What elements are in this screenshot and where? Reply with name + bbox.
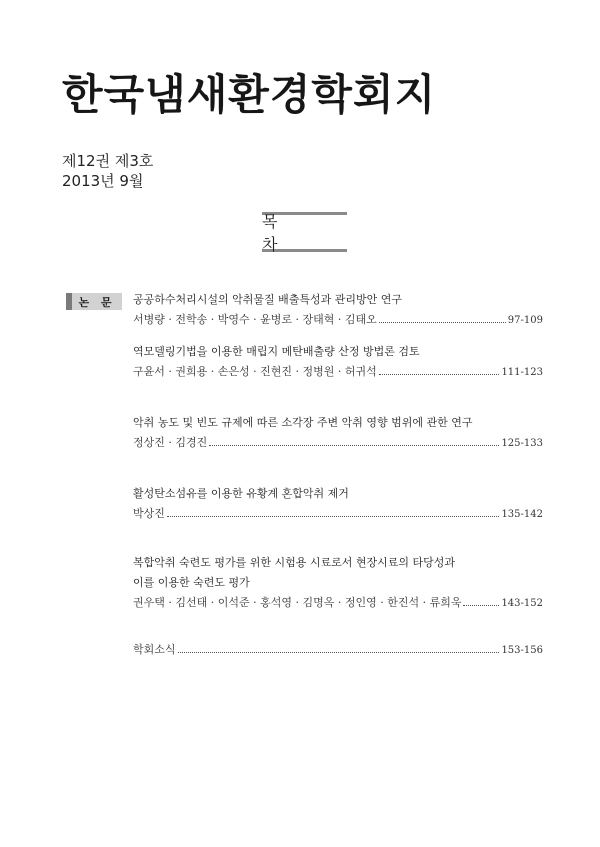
entry-author-line bbox=[133, 504, 543, 525]
entry-authors: 구윤서 · 권희용 · 손은성 · 진현진 · 정병원 · 허귀석 bbox=[133, 365, 377, 378]
entry-author-line bbox=[133, 593, 543, 614]
publication-date: 2013년 9월 bbox=[62, 172, 144, 190]
entry-pages: 125-133 bbox=[501, 438, 543, 449]
entry-authors: 박상진 bbox=[133, 507, 165, 520]
entry-title[interactable]: 공공하수처리시설의 악취물질 배출특성과 관리방안 연구 bbox=[133, 293, 403, 306]
dot-leader bbox=[178, 652, 500, 653]
toc-heading bbox=[262, 212, 347, 252]
toc-entry[interactable] bbox=[133, 290, 543, 331]
entry-pages: 135-142 bbox=[501, 509, 543, 520]
volume-issue: 제12권 제3호 bbox=[62, 152, 154, 170]
entry-news-title[interactable]: 학회소식 bbox=[133, 643, 176, 656]
entry-author-line bbox=[133, 362, 543, 383]
toc-entry[interactable] bbox=[133, 413, 543, 454]
entry-authors: 서병량 · 전학송 · 박영수 · 윤병로 · 장태혁 · 김태오 bbox=[133, 313, 377, 326]
entry-pages: 143-152 bbox=[501, 598, 543, 609]
entry-author-line bbox=[133, 640, 543, 661]
entry-title[interactable]: 역모델링기법을 이용한 매립지 메탄배출량 산정 방법론 검토 bbox=[133, 345, 420, 358]
toc-heading-text: 목 차 bbox=[262, 212, 308, 254]
entry-pages: 111-123 bbox=[501, 367, 543, 378]
entry-author-line bbox=[133, 310, 543, 331]
entry-title-continued[interactable]: 이를 이용한 숙련도 평가 bbox=[133, 576, 250, 589]
dot-leader bbox=[209, 445, 499, 446]
entry-title[interactable]: 악취 농도 및 빈도 규제에 따른 소각장 주변 악취 영향 범위에 관한 연구 bbox=[133, 416, 473, 429]
entry-authors: 권우택 · 김선태 · 이석준 · 홍석영 · 김명옥 · 정인영 · 한진석 · 류희욱 bbox=[133, 596, 462, 609]
toc-entry-news[interactable] bbox=[133, 640, 543, 661]
dot-leader bbox=[463, 605, 499, 606]
entry-title[interactable]: 복합악취 숙련도 평가를 위한 시험용 시료로서 현장시료의 타당성과 bbox=[133, 556, 456, 569]
entry-pages: 153-156 bbox=[501, 645, 543, 656]
toc-entry[interactable] bbox=[133, 484, 543, 525]
dot-leader bbox=[379, 374, 500, 375]
dot-leader bbox=[167, 516, 500, 517]
journal-title: 한국냄새환경학회지 bbox=[62, 70, 437, 119]
entry-pages: 97-109 bbox=[507, 315, 543, 326]
toc-entry[interactable] bbox=[133, 342, 543, 383]
dot-leader bbox=[379, 322, 506, 323]
section-label: 논 문 bbox=[66, 293, 122, 310]
toc-entry[interactable] bbox=[133, 553, 543, 614]
entry-title[interactable]: 활성탄소섬유를 이용한 유황계 혼합악취 제거 bbox=[133, 487, 349, 500]
entry-author-line bbox=[133, 433, 543, 454]
entry-authors: 정상진 · 김경진 bbox=[133, 436, 208, 449]
